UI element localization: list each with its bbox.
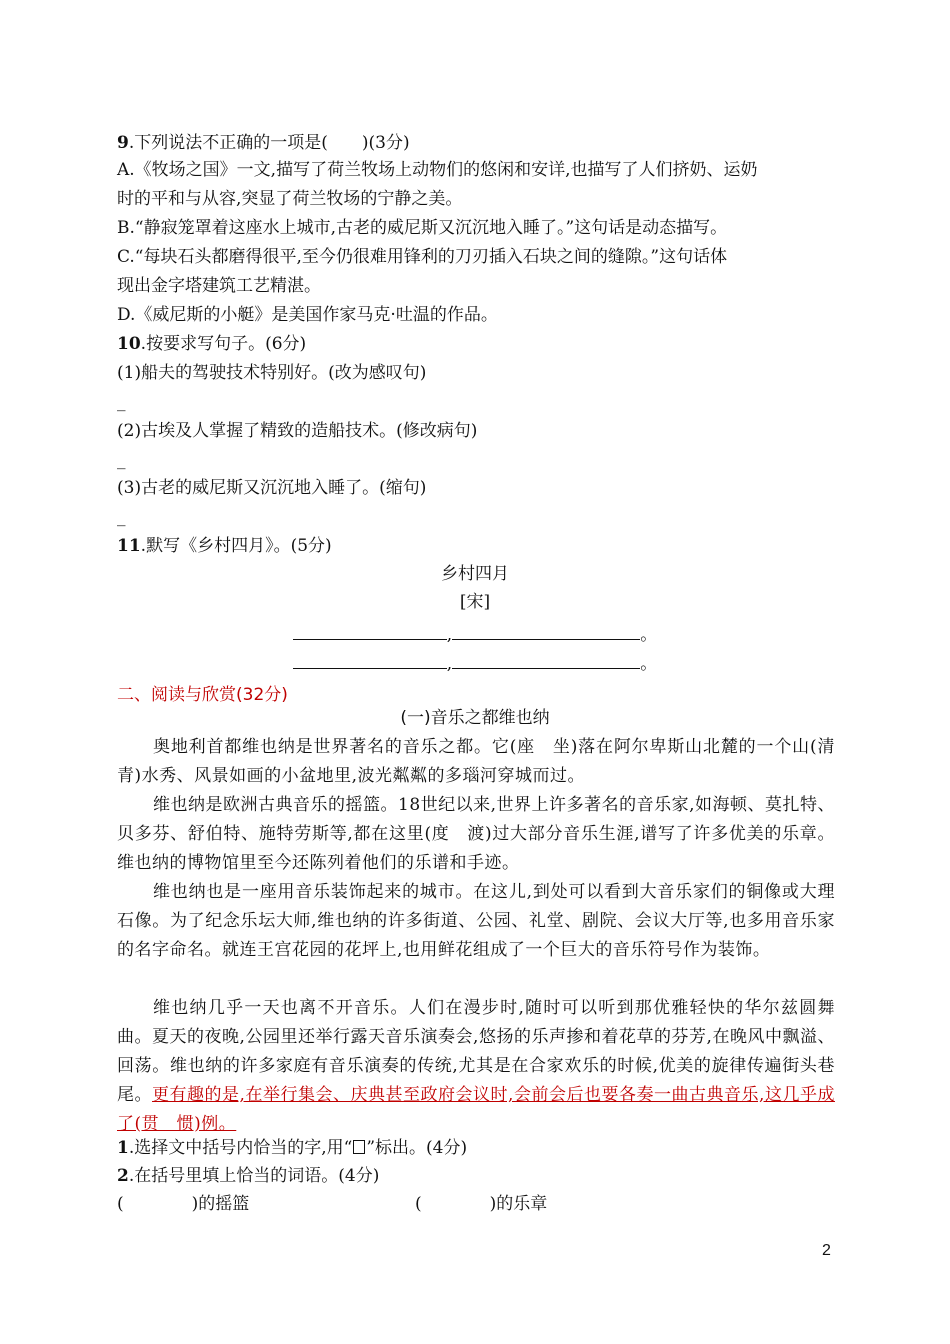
- passage-title: (一)音乐之都维也纳: [400, 708, 550, 728]
- passage-paragraph-3: 维也纳也是一座用音乐装饰起来的城市。在这儿,到处可以看到大音乐家们的铜像或大理石像。为了纪念乐坛大师,维也纳的许多街道、公园、礼堂、剧院、会议大厅等,也多用音乐家的名字命名。就连王宫花园的花坪上,也用鲜花组成了一个巨大的音乐符号作为装饰。: [117, 882, 835, 960]
- reading-q2-item-2[interactable]: ( )的乐章: [415, 1194, 548, 1214]
- q9-option-c-line2: 现出金字塔建筑工艺精湛。: [117, 276, 321, 296]
- q9-option-a-line2: 时的平和与从容,突显了荷兰牧场的宁静之美。: [117, 189, 463, 209]
- q9-option-b: B.“静寂笼罩着这座水上城市,古老的威尼斯又沉沉地入睡了。”这句话是动态描写。: [117, 218, 728, 238]
- q10-answer-blank-1[interactable]: _: [117, 392, 126, 412]
- poem-blank[interactable]: [452, 622, 640, 640]
- reading-q1: 1.选择文中括号内恰当的字,用“ ”标出。(4分): [117, 1138, 468, 1158]
- q10-answer-blank-2[interactable]: _: [117, 450, 126, 470]
- poem-blank[interactable]: [452, 651, 640, 669]
- underlined-sentence: 更有趣的是,在举行集会、庆典甚至政府会议时,会前会后也要各奏一曲古典音乐,这几乎成了(贯 惯)例。: [117, 1085, 835, 1134]
- section-heading: 二、阅读与欣赏(32分): [117, 685, 288, 705]
- passage-paragraph-2: 维也纳是欧洲古典音乐的摇篮。18世纪以来,世界上许多著名的音乐家,如海顿、莫扎特、贝多芬、舒伯特、施特劳斯等,都在这里(度 渡)过大部分音乐生涯,谱写了许多优美的乐章。维也纳的博物馆里至今还陈列着他们的乐谱和手迹。: [117, 795, 835, 873]
- q9-option-d: D.《威尼斯的小艇》是美国作家马克·吐温的作品。: [117, 305, 498, 325]
- page-number: 2: [822, 1242, 831, 1259]
- reading-q2: 2.在括号里填上恰当的词语。(4分): [117, 1166, 380, 1186]
- q10-sentence-1: (1)船夫的驾驶技术特别好。(改为感叹句): [117, 363, 427, 383]
- poem-blank[interactable]: [293, 622, 447, 640]
- q9-stem: 9.下列说法不正确的一项是( )(3分): [117, 133, 410, 153]
- poem-dynasty: [宋]: [459, 592, 491, 612]
- poem-line-2: , 。: [0, 651, 950, 674]
- passage-paragraph-1: 奥地利首都维也纳是世界著名的音乐之都。它(座 坐)落在阿尔卑斯山北麓的一个山(清 青)水秀、风景如画的小盆地里,波光粼粼的多瑙河穿城而过。: [117, 737, 853, 786]
- q9-option-a-line1: A.《牧场之国》一文,描写了荷兰牧场上动物们的悠闲和安详,也描写了人们挤奶、运奶: [117, 160, 758, 180]
- poem-title: 乡村四月: [441, 564, 509, 584]
- q10-answer-blank-3[interactable]: _: [117, 507, 126, 527]
- q9-option-c-line1: C.“每块石头都磨得很平,至今仍很难用锋利的刀刃插入石块之间的缝隙。”这句话体: [117, 247, 728, 267]
- reading-q2-item-1[interactable]: ( )的摇篮: [117, 1194, 250, 1214]
- q10-stem: 10.按要求写句子。(6分): [117, 334, 307, 354]
- poem-line-1: , 。: [0, 622, 950, 645]
- box-mark-icon: [353, 1140, 365, 1154]
- q10-sentence-3: (3)古老的威尼斯又沉沉地入睡了。(缩句): [117, 478, 427, 498]
- passage-paragraph-4: 维也纳几乎一天也离不开音乐。人们在漫步时,随时可以听到那优雅轻快的华尔兹圆舞曲。夏天的夜晚,公园里还举行露天音乐演奏会,悠扬的乐声掺和着花草的芬芳,在晚风中飘溢、回荡。维也纳的许多家庭有音乐演奏的传统,尤其是在合家欢乐的时候,优美的旋律传遍街头巷尾。更有趣的是,在举行集会、庆典甚至政府会议时,会前会后也要各奏一曲古典音乐,这几乎成了(贯 惯)例。: [117, 998, 835, 1134]
- q10-sentence-2: (2)古埃及人掌握了精致的造船技术。(修改病句): [117, 421, 478, 441]
- q11-stem: 11.默写《乡村四月》。(5分): [117, 536, 332, 556]
- poem-blank[interactable]: [293, 651, 447, 669]
